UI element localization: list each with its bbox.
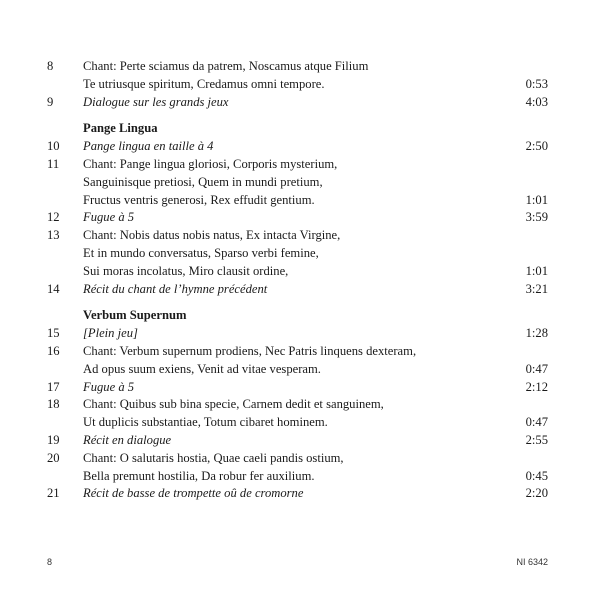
- track-row: [0, 76, 593, 94]
- track-text: Bella premunt hostilia, Da robur fer auxilium.: [83, 468, 315, 483]
- track-text: [Plein jeu]: [83, 326, 138, 341]
- track-text: Fructus ventris generosi, Rex effudit gentium.: [83, 192, 315, 207]
- track-row: [0, 263, 593, 281]
- track-text: Ut duplicis substantiae, Totum cibaret hominem.: [83, 415, 328, 430]
- track-number: 19: [47, 432, 60, 447]
- track-row: [0, 58, 593, 76]
- track-row: [0, 432, 593, 450]
- track-text: Pange lingua en taille à 4: [83, 139, 214, 154]
- track-row: [0, 379, 593, 397]
- track-duration: 0:47: [525, 361, 548, 376]
- track-duration: 4:03: [525, 94, 548, 109]
- track-row: [0, 192, 593, 210]
- track-listing: [0, 58, 593, 503]
- track-duration: 2:20: [525, 486, 548, 501]
- track-text: Fugue à 5: [83, 379, 135, 394]
- track-text: Ad opus suum exiens, Venit ad vitae vesperam.: [83, 361, 321, 376]
- track-number: 20: [47, 450, 60, 465]
- track-duration: 2:12: [525, 379, 548, 394]
- track-duration: 0:53: [525, 76, 548, 91]
- section-gap: [0, 298, 593, 307]
- track-row: [0, 396, 593, 414]
- track-row: [0, 94, 593, 112]
- track-duration: 2:50: [525, 139, 548, 154]
- track-text: Chant: Verbum supernum prodiens, Nec Patris linquens dexteram,: [83, 343, 417, 358]
- track-row: [0, 138, 593, 156]
- track-text: Te utriusque spiritum, Credamus omni tempore.: [83, 76, 325, 91]
- track-row: [0, 361, 593, 379]
- track-text: Sui moras incolatus, Miro clausit ordine,: [83, 263, 289, 278]
- track-row: [0, 227, 593, 245]
- track-row: [0, 468, 593, 486]
- track-number: 17: [47, 379, 60, 394]
- track-number: 10: [47, 139, 60, 154]
- track-text: Sanguinisque pretiosi, Quem in mundi pretium,: [83, 174, 323, 189]
- track-text: Chant: Pange lingua gloriosi, Corporis mysterium,: [83, 156, 338, 171]
- track-duration: 1:01: [525, 192, 548, 207]
- track-duration: 2:55: [525, 432, 548, 447]
- track-duration: 3:21: [525, 281, 548, 296]
- track-duration: 0:47: [525, 415, 548, 430]
- track-row: [0, 245, 593, 263]
- track-row: [0, 281, 593, 299]
- track-text: Dialogue sur les grands jeux: [83, 94, 229, 109]
- track-number: 21: [47, 486, 60, 501]
- track-duration: 3:59: [525, 210, 548, 225]
- track-text: Récit du chant de l’hymne précédent: [83, 281, 268, 296]
- track-number: 9: [47, 94, 54, 109]
- track-text: Récit de basse de trompette oû de cromorne: [83, 486, 304, 501]
- track-row: [0, 485, 593, 503]
- track-row: [0, 156, 593, 174]
- track-number: 12: [47, 210, 60, 225]
- section-heading: [0, 120, 593, 138]
- section-title: Verbum Supernum: [83, 308, 187, 323]
- catalog-number: NI 6342: [516, 557, 548, 567]
- track-text: Récit en dialogue: [83, 432, 172, 447]
- track-row: [0, 174, 593, 192]
- track-text: Chant: O salutaris hostia, Quae caeli pandis ostium,: [83, 450, 344, 465]
- track-duration: 0:45: [525, 468, 548, 483]
- track-number: 14: [47, 281, 60, 296]
- track-text: Chant: Perte sciamus da patrem, Noscamus atque Filium: [83, 59, 369, 73]
- track-text: Et in mundo conversatus, Sparso verbi femine,: [83, 245, 319, 260]
- track-duration: 1:28: [525, 326, 548, 341]
- track-text: Chant: Nobis datus nobis natus, Ex intacta Virgine,: [83, 228, 341, 243]
- track-number: 18: [47, 397, 60, 412]
- track-row: [0, 450, 593, 468]
- section-title: Pange Lingua: [83, 121, 158, 136]
- track-row: [0, 343, 593, 361]
- section-gap: [0, 111, 593, 120]
- track-number: 16: [47, 343, 60, 358]
- page-number: 8: [47, 557, 53, 567]
- track-number: 13: [47, 228, 60, 243]
- section-heading: [0, 307, 593, 325]
- track-number: 8: [47, 59, 54, 73]
- track-row: [0, 414, 593, 432]
- track-number: 15: [47, 326, 60, 341]
- track-duration: 1:01: [525, 263, 548, 278]
- track-row: [0, 325, 593, 343]
- track-text: Fugue à 5: [83, 210, 135, 225]
- track-row: [0, 209, 593, 227]
- track-number: 11: [47, 156, 60, 171]
- track-text: Chant: Quibus sub bina specie, Carnem dedit et sanguinem,: [83, 397, 384, 412]
